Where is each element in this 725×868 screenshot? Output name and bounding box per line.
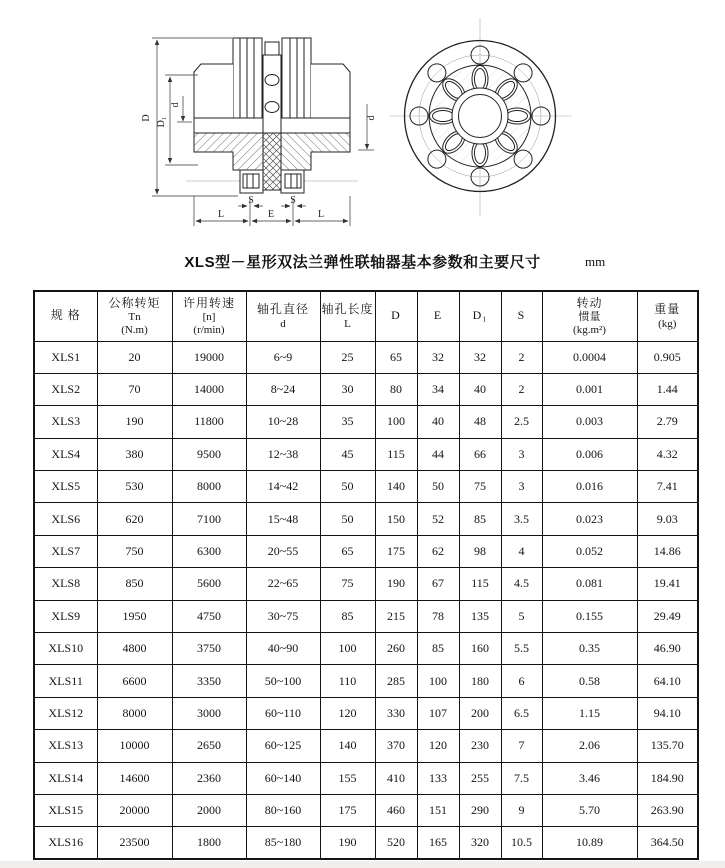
- value-cell: 12~38: [246, 438, 320, 470]
- value-cell: 10000: [97, 730, 172, 762]
- value-cell: 0.905: [637, 341, 698, 373]
- value-cell: 65: [320, 535, 375, 567]
- value-cell: 215: [375, 600, 417, 632]
- value-cell: 14000: [172, 373, 246, 405]
- spec-cell: XLS2: [34, 373, 97, 405]
- value-cell: 0.023: [542, 503, 637, 535]
- page-title: XLS型－星形双法兰弹性联轴器基本参数和主要尺寸: [184, 254, 541, 271]
- value-cell: 135: [459, 600, 501, 632]
- value-cell: 98: [459, 535, 501, 567]
- value-cell: 20: [97, 341, 172, 373]
- value-cell: 6600: [97, 665, 172, 697]
- dim-label-S-left: S: [248, 195, 254, 206]
- table-row: [34, 503, 698, 535]
- value-cell: 75: [320, 568, 375, 600]
- value-cell: 620: [97, 503, 172, 535]
- value-cell: 10~28: [246, 406, 320, 438]
- value-cell: 32: [459, 341, 501, 373]
- spec-cell: XLS1: [34, 341, 97, 373]
- dim-label-d-left: d: [170, 102, 181, 108]
- col-header-bore: 轴孔直径 d: [246, 291, 320, 341]
- value-cell: 4.32: [637, 438, 698, 470]
- table-head-row: [34, 291, 698, 341]
- value-cell: 66: [459, 438, 501, 470]
- value-cell: 165: [417, 827, 459, 859]
- value-cell: 330: [375, 697, 417, 729]
- unit-label: mm: [585, 254, 606, 269]
- value-cell: 200: [459, 697, 501, 729]
- value-cell: 20000: [97, 794, 172, 826]
- spec-cell: XLS6: [34, 503, 97, 535]
- dim-label-S-right: S: [290, 195, 296, 206]
- value-cell: 67: [417, 568, 459, 600]
- section-view: [141, 38, 377, 226]
- value-cell: 5600: [172, 568, 246, 600]
- value-cell: 0.016: [542, 471, 637, 503]
- value-cell: 75: [459, 471, 501, 503]
- front-view: [390, 18, 572, 216]
- value-cell: 5.70: [542, 794, 637, 826]
- value-cell: 0.006: [542, 438, 637, 470]
- col-header-D1: D₁: [459, 291, 501, 341]
- value-cell: 100: [320, 633, 375, 665]
- value-cell: 320: [459, 827, 501, 859]
- value-cell: 35: [320, 406, 375, 438]
- spec-cell: XLS4: [34, 438, 97, 470]
- table-row: [34, 600, 698, 632]
- value-cell: 14~42: [246, 471, 320, 503]
- value-cell: 25: [320, 341, 375, 373]
- value-cell: 0.0004: [542, 341, 637, 373]
- value-cell: 50: [417, 471, 459, 503]
- table-row: [34, 471, 698, 503]
- value-cell: 80~160: [246, 794, 320, 826]
- value-cell: 255: [459, 762, 501, 794]
- value-cell: 410: [375, 762, 417, 794]
- value-cell: 3: [501, 438, 542, 470]
- value-cell: 40: [417, 406, 459, 438]
- value-cell: 6: [501, 665, 542, 697]
- value-cell: 150: [375, 503, 417, 535]
- value-cell: 3.46: [542, 762, 637, 794]
- value-cell: 120: [320, 697, 375, 729]
- value-cell: 80: [375, 373, 417, 405]
- value-cell: 370: [375, 730, 417, 762]
- col-header-length: 轴孔长度 L: [320, 291, 375, 341]
- value-cell: 2.5: [501, 406, 542, 438]
- value-cell: 1.44: [637, 373, 698, 405]
- value-cell: 85: [459, 503, 501, 535]
- value-cell: 115: [375, 438, 417, 470]
- value-cell: 175: [375, 535, 417, 567]
- value-cell: 520: [375, 827, 417, 859]
- table-row: [34, 568, 698, 600]
- value-cell: 3750: [172, 633, 246, 665]
- value-cell: 180: [459, 665, 501, 697]
- value-cell: 60~140: [246, 762, 320, 794]
- value-cell: 160: [459, 633, 501, 665]
- col-header-S: S: [501, 291, 542, 341]
- table-row: [34, 535, 698, 567]
- value-cell: 62: [417, 535, 459, 567]
- spec-cell: XLS5: [34, 471, 97, 503]
- value-cell: 155: [320, 762, 375, 794]
- table-row: [34, 438, 698, 470]
- spec-cell: XLS3: [34, 406, 97, 438]
- col-header-speed: 许用转速 [n] (r/min): [172, 291, 246, 341]
- value-cell: 15~48: [246, 503, 320, 535]
- value-cell: 115: [459, 568, 501, 600]
- value-cell: 2.79: [637, 406, 698, 438]
- value-cell: 10.89: [542, 827, 637, 859]
- col-header-torque: 公称转矩 Tn (N.m): [97, 291, 172, 341]
- value-cell: 19.41: [637, 568, 698, 600]
- value-cell: 45: [320, 438, 375, 470]
- value-cell: 133: [417, 762, 459, 794]
- value-cell: 32: [417, 341, 459, 373]
- value-cell: 70: [97, 373, 172, 405]
- value-cell: 3350: [172, 665, 246, 697]
- value-cell: 4.5: [501, 568, 542, 600]
- col-header-weight: 重量 (kg): [637, 291, 698, 341]
- dim-label-D: D: [141, 114, 152, 122]
- value-cell: 530: [97, 471, 172, 503]
- table-row: [34, 697, 698, 729]
- value-cell: 94.10: [637, 697, 698, 729]
- value-cell: 364.50: [637, 827, 698, 859]
- value-cell: 4750: [172, 600, 246, 632]
- table-body: [34, 341, 698, 859]
- value-cell: 184.90: [637, 762, 698, 794]
- spec-cell: XLS10: [34, 633, 97, 665]
- value-cell: 2: [501, 373, 542, 405]
- value-cell: 34: [417, 373, 459, 405]
- value-cell: 14.86: [637, 535, 698, 567]
- value-cell: 230: [459, 730, 501, 762]
- spec-cell: XLS11: [34, 665, 97, 697]
- value-cell: 151: [417, 794, 459, 826]
- dim-label-E: E: [267, 209, 275, 220]
- col-header-inertia: 转动 惯量 (kg.m²): [542, 291, 637, 341]
- value-cell: 9: [501, 794, 542, 826]
- value-cell: 40~90: [246, 633, 320, 665]
- dim-label-L-left: L: [217, 209, 225, 220]
- value-cell: 2.06: [542, 730, 637, 762]
- dim-label-D1: D₁: [156, 116, 167, 128]
- value-cell: 85: [417, 633, 459, 665]
- value-cell: 190: [375, 568, 417, 600]
- spec-cell: XLS13: [34, 730, 97, 762]
- value-cell: 5: [501, 600, 542, 632]
- value-cell: 30~75: [246, 600, 320, 632]
- table-row: [34, 341, 698, 373]
- value-cell: 1950: [97, 600, 172, 632]
- table-row: [34, 762, 698, 794]
- value-cell: 120: [417, 730, 459, 762]
- col-header-spec: 规 格: [34, 291, 97, 341]
- value-cell: 0.001: [542, 373, 637, 405]
- value-cell: 9500: [172, 438, 246, 470]
- value-cell: 64.10: [637, 665, 698, 697]
- spec-cell: XLS16: [34, 827, 97, 859]
- value-cell: 100: [417, 665, 459, 697]
- value-cell: 20~55: [246, 535, 320, 567]
- value-cell: 190: [97, 406, 172, 438]
- spec-cell: XLS12: [34, 697, 97, 729]
- value-cell: 23500: [97, 827, 172, 859]
- value-cell: 7100: [172, 503, 246, 535]
- value-cell: 7.41: [637, 471, 698, 503]
- value-cell: 85: [320, 600, 375, 632]
- value-cell: 40: [459, 373, 501, 405]
- value-cell: 140: [375, 471, 417, 503]
- value-cell: 850: [97, 568, 172, 600]
- value-cell: 50: [320, 471, 375, 503]
- value-cell: 8000: [97, 697, 172, 729]
- value-cell: 110: [320, 665, 375, 697]
- value-cell: 285: [375, 665, 417, 697]
- value-cell: 100: [375, 406, 417, 438]
- value-cell: 2650: [172, 730, 246, 762]
- value-cell: 6.5: [501, 697, 542, 729]
- value-cell: 85~180: [246, 827, 320, 859]
- value-cell: 8000: [172, 471, 246, 503]
- value-cell: 107: [417, 697, 459, 729]
- value-cell: 6~9: [246, 341, 320, 373]
- table-row: [34, 633, 698, 665]
- value-cell: 9.03: [637, 503, 698, 535]
- value-cell: 50~100: [246, 665, 320, 697]
- value-cell: 46.90: [637, 633, 698, 665]
- value-cell: 0.081: [542, 568, 637, 600]
- value-cell: 5.5: [501, 633, 542, 665]
- value-cell: 175: [320, 794, 375, 826]
- value-cell: 1.15: [542, 697, 637, 729]
- dim-label-d-right: d: [366, 115, 377, 121]
- value-cell: 7: [501, 730, 542, 762]
- value-cell: 750: [97, 535, 172, 567]
- value-cell: 44: [417, 438, 459, 470]
- value-cell: 0.35: [542, 633, 637, 665]
- spec-cell: XLS8: [34, 568, 97, 600]
- table-row: [34, 373, 698, 405]
- value-cell: 8~24: [246, 373, 320, 405]
- value-cell: 78: [417, 600, 459, 632]
- technical-drawing: [0, 0, 725, 246]
- value-cell: 4: [501, 535, 542, 567]
- value-cell: 460: [375, 794, 417, 826]
- value-cell: 52: [417, 503, 459, 535]
- col-header-E: E: [417, 291, 459, 341]
- value-cell: 260: [375, 633, 417, 665]
- value-cell: 30: [320, 373, 375, 405]
- table-row: [34, 406, 698, 438]
- table-row: [34, 794, 698, 826]
- value-cell: 3: [501, 471, 542, 503]
- value-cell: 7.5: [501, 762, 542, 794]
- scan-edge: [0, 861, 725, 868]
- value-cell: 10.5: [501, 827, 542, 859]
- value-cell: 380: [97, 438, 172, 470]
- value-cell: 6300: [172, 535, 246, 567]
- value-cell: 135.70: [637, 730, 698, 762]
- value-cell: 263.90: [637, 794, 698, 826]
- value-cell: 4800: [97, 633, 172, 665]
- value-cell: 2360: [172, 762, 246, 794]
- value-cell: 29.49: [637, 600, 698, 632]
- parameter-table: [33, 290, 699, 860]
- value-cell: 60~110: [246, 697, 320, 729]
- dim-label-L-right: L: [317, 209, 325, 220]
- value-cell: 0.155: [542, 600, 637, 632]
- spec-cell: XLS7: [34, 535, 97, 567]
- value-cell: 11800: [172, 406, 246, 438]
- value-cell: 0.052: [542, 535, 637, 567]
- value-cell: 2: [501, 341, 542, 373]
- spec-cell: XLS15: [34, 794, 97, 826]
- value-cell: 60~125: [246, 730, 320, 762]
- spec-cell: XLS14: [34, 762, 97, 794]
- table-row: [34, 827, 698, 859]
- value-cell: 0.58: [542, 665, 637, 697]
- table-row: [34, 665, 698, 697]
- value-cell: 0.003: [542, 406, 637, 438]
- value-cell: 140: [320, 730, 375, 762]
- table-row: [34, 730, 698, 762]
- value-cell: 19000: [172, 341, 246, 373]
- value-cell: 65: [375, 341, 417, 373]
- col-header-D: D: [375, 291, 417, 341]
- value-cell: 1800: [172, 827, 246, 859]
- value-cell: 3.5: [501, 503, 542, 535]
- value-cell: 48: [459, 406, 501, 438]
- value-cell: 2000: [172, 794, 246, 826]
- value-cell: 50: [320, 503, 375, 535]
- value-cell: 190: [320, 827, 375, 859]
- value-cell: 14600: [97, 762, 172, 794]
- value-cell: 3000: [172, 697, 246, 729]
- value-cell: 22~65: [246, 568, 320, 600]
- value-cell: 290: [459, 794, 501, 826]
- spec-cell: XLS9: [34, 600, 97, 632]
